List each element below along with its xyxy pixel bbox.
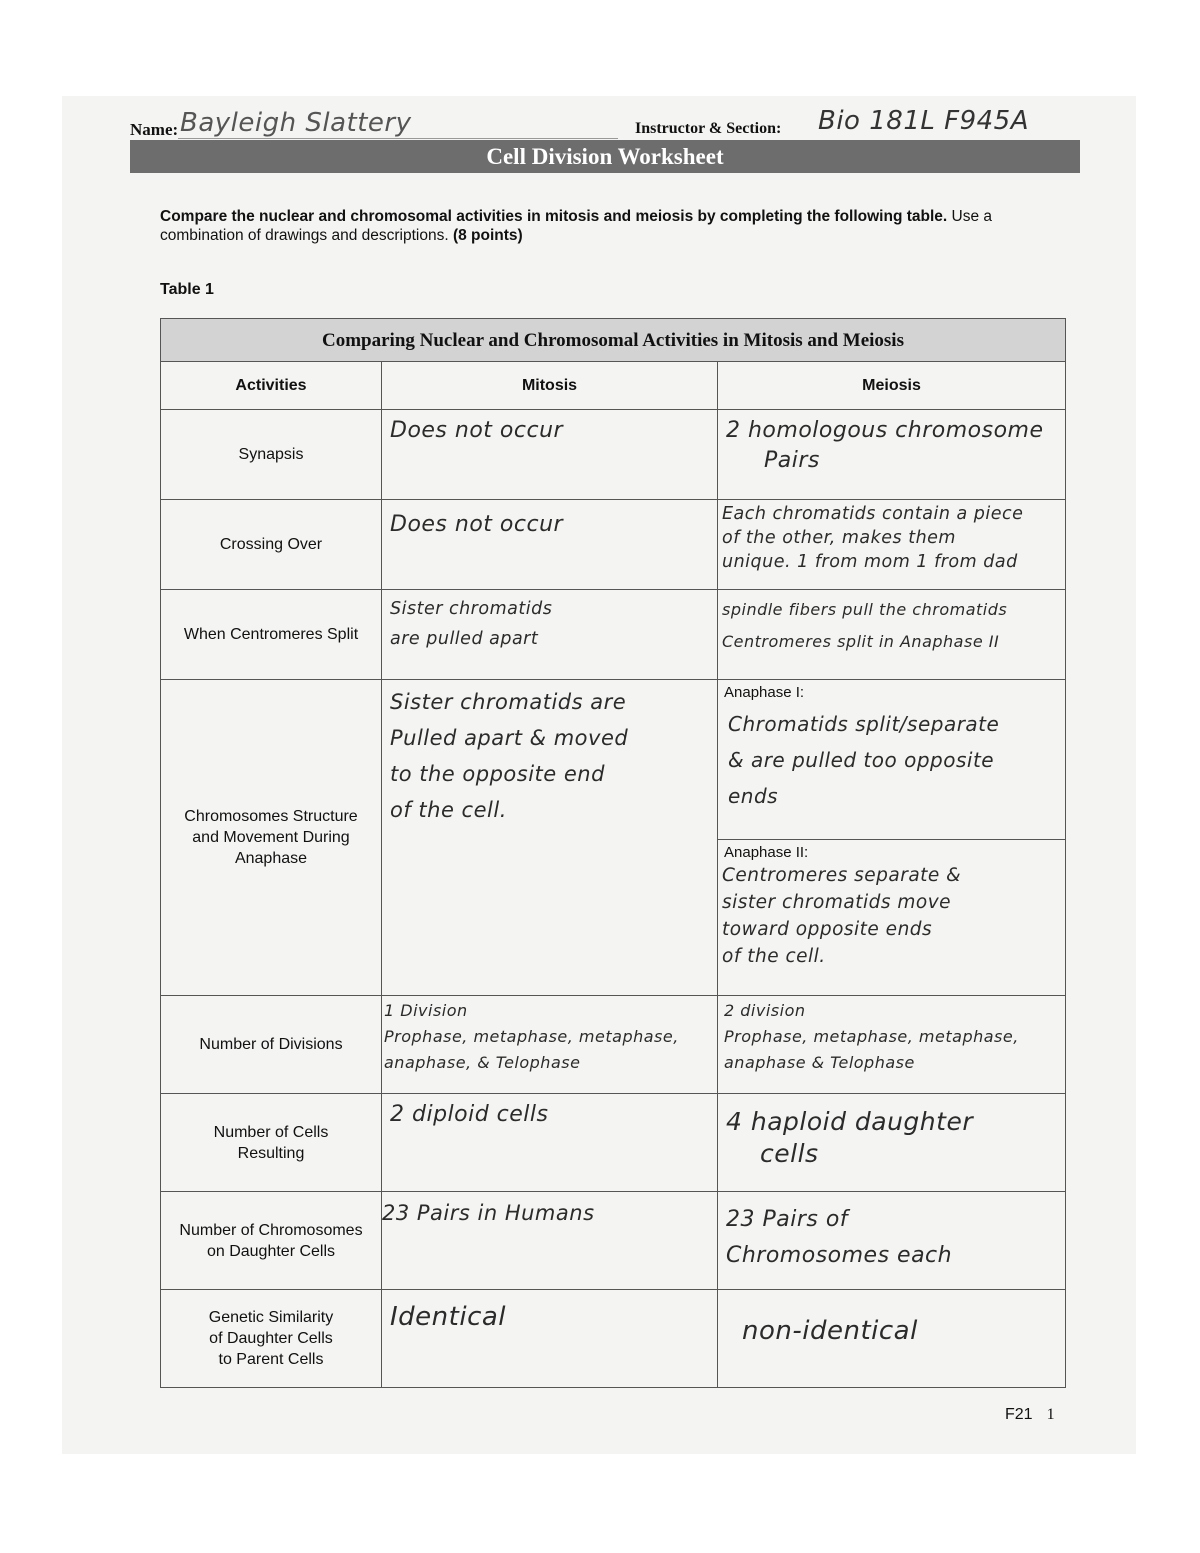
answer-line: 2 division	[724, 1001, 806, 1020]
header-activities: Activities	[161, 362, 382, 409]
meiosis-centromeres[interactable]	[718, 590, 1065, 679]
answer-line: anaphase, & Telophase	[384, 1053, 581, 1072]
table-row	[160, 1290, 1066, 1388]
header-meiosis: Meiosis	[862, 376, 921, 394]
name-row	[130, 108, 1080, 142]
comparison-table	[160, 318, 1066, 1388]
meiosis-anaphase-2[interactable]	[718, 840, 1065, 995]
handwritten-answer	[726, 1202, 1061, 1274]
worksheet-title: Cell Division Worksheet	[130, 140, 1080, 173]
meiosis-crossing-over[interactable]	[718, 500, 1065, 589]
name-value: Bayleigh Slattery	[180, 108, 412, 138]
handwritten-answer	[384, 998, 713, 1076]
label-line: Number of Chromosomes	[179, 1221, 363, 1239]
answer-line: 2 homologous chromosome	[726, 418, 1044, 443]
page-footer	[1005, 1406, 1055, 1424]
table-label: Table 1	[160, 281, 214, 298]
instructions-normal: Use a combination of drawings and descriptions.	[160, 208, 993, 244]
answer-line: spindle fibers pull the chromatids	[722, 600, 1008, 619]
table-row	[160, 680, 1066, 996]
handwritten-answer	[722, 594, 1061, 658]
answer-line: Prophase, metaphase, metaphase,	[384, 1027, 679, 1046]
answer-line: Pulled apart & moved	[390, 726, 629, 750]
answer-line: of the cell.	[390, 798, 507, 822]
meiosis-synapsis[interactable]	[718, 410, 1065, 499]
answer-line: Chromosomes each	[726, 1243, 953, 1268]
page-number: 1	[1046, 1406, 1055, 1423]
row-label-chromosomes	[161, 1192, 382, 1289]
row-label-divisions: Number of Divisions	[161, 996, 382, 1093]
answer-line: Each chromatids contain a piece	[722, 504, 1024, 524]
label-line: on Daughter Cells	[206, 1242, 336, 1260]
answer-line: sister chromatids move	[722, 892, 952, 913]
mitosis-cells[interactable]	[382, 1094, 718, 1191]
handwritten-answer	[724, 998, 1061, 1076]
row-label-crossing-over: Crossing Over	[161, 500, 382, 589]
answer-line: 4 haploid daughter	[726, 1107, 974, 1136]
label-line: Genetic Similarity	[208, 1309, 334, 1326]
row-label-anaphase	[161, 680, 382, 995]
answer-line: Centromeres split in Anaphase II	[722, 632, 1000, 651]
answer-line: Prophase, metaphase, metaphase,	[724, 1027, 1019, 1046]
handwritten-answer	[726, 416, 1061, 476]
table-row	[160, 590, 1066, 680]
label-line: Anaphase	[234, 850, 308, 867]
instructor-value: Bio 181L F945A	[818, 106, 1029, 136]
name-label: Name:	[130, 120, 179, 139]
answer-line: to the opposite end	[390, 762, 605, 786]
label-line: to Parent Cells	[218, 1351, 324, 1368]
footer-code: F21	[1005, 1406, 1033, 1423]
name-underline	[178, 138, 618, 139]
meiosis-chromosomes[interactable]	[718, 1192, 1065, 1289]
answer-line: unique. 1 from mom 1 from dad	[722, 552, 1018, 572]
row-label-similarity	[161, 1290, 382, 1387]
mitosis-crossing-over[interactable]	[382, 500, 718, 589]
table-row	[160, 500, 1066, 590]
handwritten-answer	[726, 1106, 1061, 1170]
mitosis-similarity[interactable]	[382, 1290, 718, 1387]
meiosis-cells[interactable]	[718, 1094, 1065, 1191]
instructor-label: Instructor & Section:	[635, 120, 782, 137]
anaphase-1-label: Anaphase I:	[724, 684, 805, 701]
handwritten-answer: 2 diploid cells	[390, 1102, 549, 1127]
instructions-bold: Compare the nuclear and chromosomal activities in mitosis and meiosis by completing the following table.	[160, 208, 948, 225]
answer-line: toward opposite ends	[722, 919, 933, 940]
table-row	[160, 1192, 1066, 1290]
row-label-cells	[161, 1094, 382, 1191]
answer-line: ends	[728, 784, 779, 808]
handwritten-answer: Does not occur	[390, 418, 564, 443]
handwritten-answer	[728, 706, 1061, 814]
mitosis-anaphase[interactable]	[382, 680, 718, 995]
answer-line: Pairs	[764, 448, 820, 473]
meiosis-similarity[interactable]	[718, 1290, 1065, 1387]
label-line: Chromosomes Structure	[184, 808, 358, 825]
label-line: of Daughter Cells	[209, 1330, 333, 1347]
answer-line: Chromatids split/separate	[728, 712, 1000, 736]
mitosis-chromosomes[interactable]	[382, 1192, 718, 1289]
mitosis-divisions[interactable]	[382, 996, 718, 1093]
anaphase-2-label: Anaphase II:	[724, 844, 809, 861]
answer-line: Sister chromatids	[390, 599, 553, 619]
mitosis-centromeres[interactable]	[382, 590, 718, 679]
handwritten-answer	[390, 594, 713, 654]
handwritten-answer: non-identical	[742, 1316, 918, 1346]
meiosis-anaphase	[718, 680, 1065, 995]
handwritten-answer	[390, 684, 713, 828]
meiosis-anaphase-1[interactable]	[718, 680, 1065, 840]
meiosis-divisions[interactable]	[718, 996, 1065, 1093]
answer-line: of the cell.	[722, 946, 826, 967]
answer-line: are pulled apart	[390, 629, 539, 649]
answer-line: Sister chromatids are	[390, 690, 627, 714]
table-row	[160, 410, 1066, 500]
table-title: Comparing Nuclear and Chromosomal Activities in Mitosis and Meiosis	[160, 318, 1066, 362]
table-row	[160, 1094, 1066, 1192]
handwritten-answer: 23 Pairs in Humans	[382, 1201, 595, 1225]
label-line: and Movement During	[192, 829, 350, 846]
row-label-synapsis: Synapsis	[161, 410, 382, 499]
answer-line: Centromeres separate &	[722, 865, 962, 886]
answer-line: cells	[760, 1139, 819, 1168]
answer-line: 1 Division	[384, 1001, 468, 1020]
answer-line: of the other, makes them	[722, 528, 956, 548]
answer-line: 23 Pairs of	[726, 1207, 849, 1232]
instructions-points: (8 points)	[452, 227, 523, 244]
answer-line: anaphase & Telophase	[724, 1053, 915, 1072]
table-row	[160, 996, 1066, 1094]
answer-line: & are pulled too opposite	[728, 748, 995, 772]
instructions	[160, 207, 1060, 245]
header-mitosis: Mitosis	[382, 362, 718, 409]
handwritten-answer: Does not occur	[390, 512, 564, 537]
table-header-row	[160, 362, 1066, 410]
handwritten-answer	[722, 862, 1061, 970]
label-line: Resulting	[237, 1144, 305, 1162]
row-label-centromeres: When Centromeres Split	[161, 590, 382, 679]
handwritten-answer: Identical	[390, 1302, 507, 1332]
label-line: Number of Cells	[213, 1123, 329, 1141]
handwritten-answer	[722, 502, 1061, 574]
mitosis-synapsis[interactable]	[382, 410, 718, 499]
